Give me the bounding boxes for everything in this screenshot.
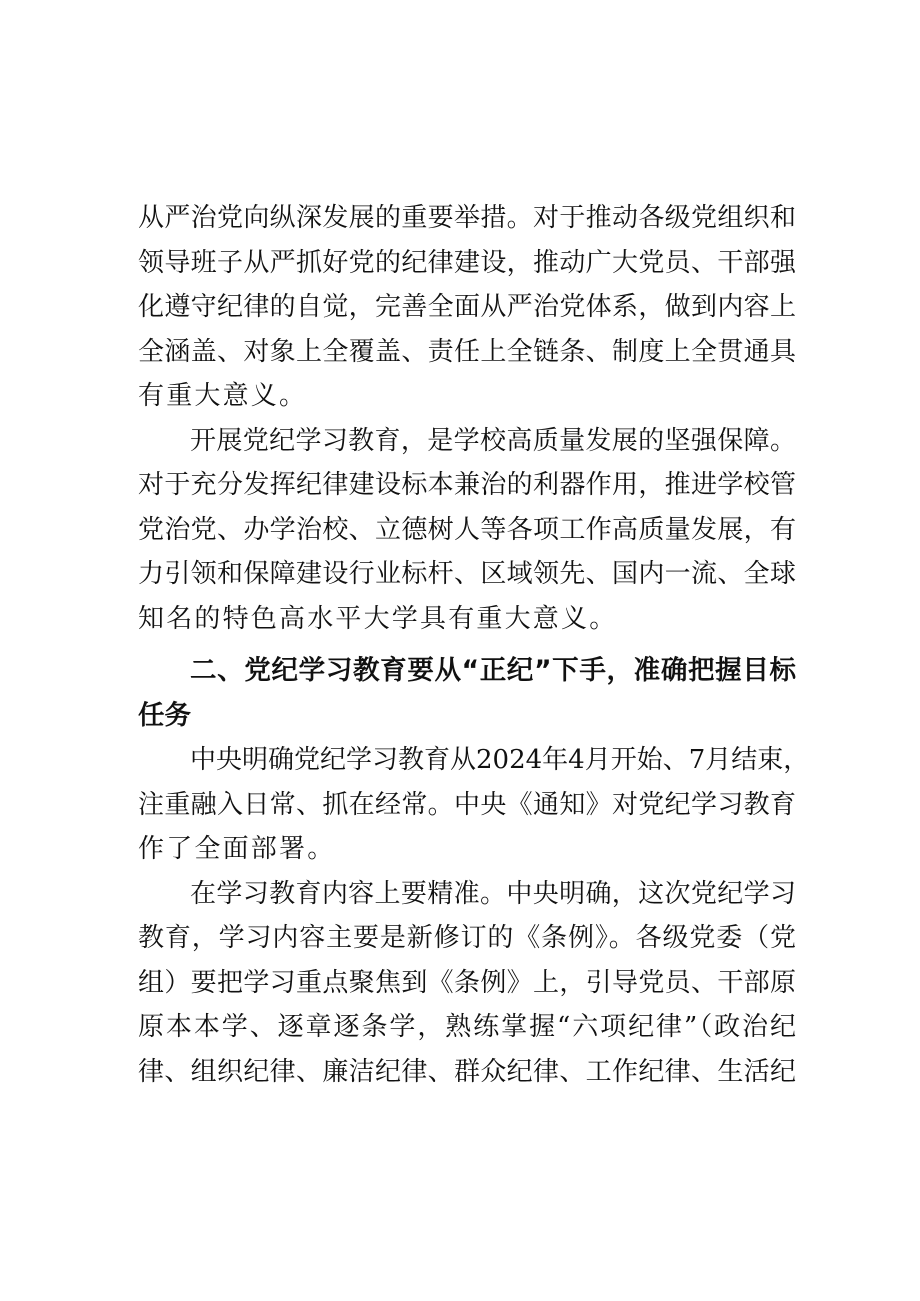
heading-line: 二、党纪学习教育要从“正纪”下手，准确把握目标 — [190, 655, 796, 686]
document-body — [138, 196, 810, 1094]
paragraph-1 — [138, 196, 796, 419]
text-line: 领导班子从严抓好党的纪律建设，推动广大党员、干部强 — [138, 247, 796, 278]
text-line: 教育，学习内容主要是新修订的《条例》。各级党委（党 — [138, 923, 796, 953]
text-line: 中央明确党纪学习教育从2024年4月开始、7月结束， — [190, 745, 810, 775]
text-line: 从严治党向纵深发展的重要举措。对于推动各级党组织和 — [138, 203, 796, 233]
text-line: 注重融入日常、抓在经常。中央《通知》对党纪学习教育 — [138, 789, 796, 820]
text-line: 有重大意义。 — [138, 381, 308, 411]
section-heading — [138, 649, 796, 738]
paragraph-3 — [138, 738, 810, 872]
text-line: 在学习教育内容上要精准。中央明确，这次党纪学习 — [190, 878, 796, 909]
text-line: 作了全面部署。 — [138, 834, 336, 864]
text-line: 党治党、办学治校、立德树人等各项工作高质量发展，有 — [138, 514, 796, 545]
text-line: 开展党纪学习教育，是学校高质量发展的坚强保障。 — [190, 425, 796, 456]
text-line: 化遵守纪律的自觉，完善全面从严治党体系，做到内容上 — [138, 292, 796, 322]
paragraph-4 — [138, 872, 796, 1095]
text-line: 组）要把学习重点聚焦到《条例》上，引导党员、干部原 — [138, 967, 796, 998]
text-line: 全涵盖、对象上全覆盖、责任上全链条、制度上全贯通具 — [138, 336, 796, 367]
paragraph-2 — [138, 419, 796, 642]
heading-line: 任务 — [138, 699, 191, 731]
text-line: 律、组织纪律、廉洁纪律、群众纪律、工作纪律、生活纪 — [138, 1056, 796, 1087]
text-line: 原本本学、逐章逐条学，熟练掌握“六项纪律”（政治纪 — [138, 1012, 796, 1042]
text-line: 知名的特色高水平大学具有重大意义。 — [138, 603, 618, 634]
text-line: 力引领和保障建设行业标杆、区域领先、国内一流、全球 — [138, 559, 796, 589]
text-line: 对于充分发挥纪律建设标本兼治的利器作用，推进学校管 — [138, 470, 796, 500]
